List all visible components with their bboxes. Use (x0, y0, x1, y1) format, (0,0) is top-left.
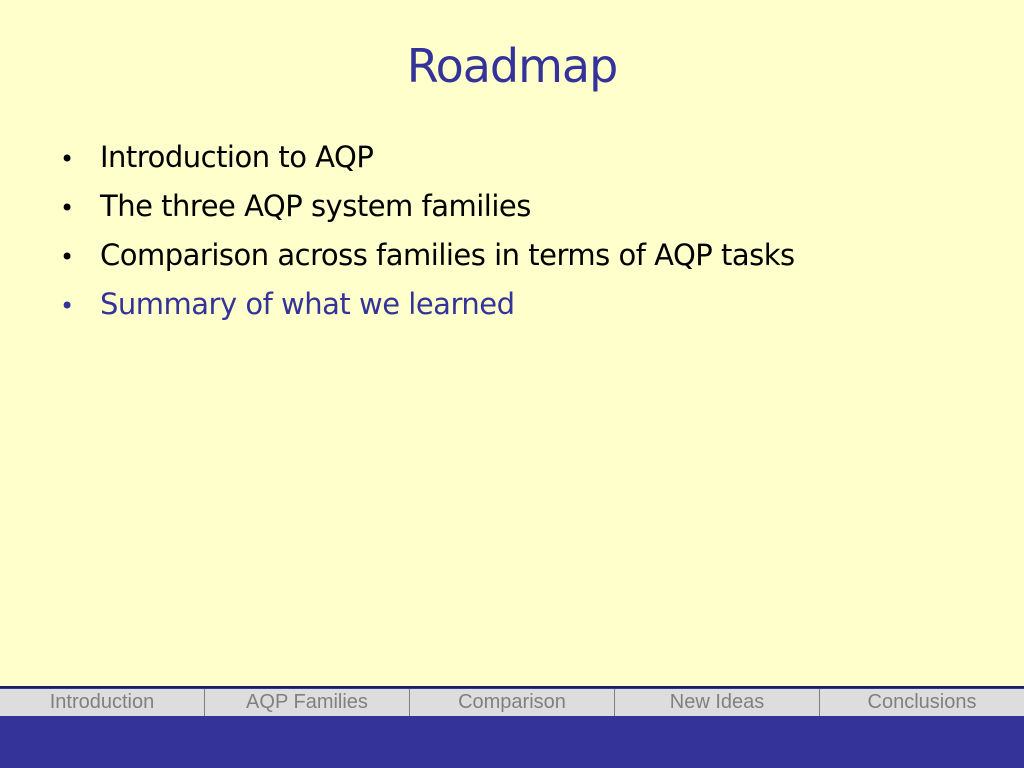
bullet-item-introduction (60, 140, 795, 189)
bullet-icon: • (60, 145, 74, 173)
bullet-text: The three AQP system families (100, 189, 531, 223)
nav-divider (0, 686, 1024, 688)
bullet-item-summary (60, 287, 795, 336)
bullet-text: Summary of what we learned (100, 287, 515, 321)
bullet-item-comparison (60, 238, 795, 287)
bullet-item-families (60, 189, 795, 238)
slide-title: Roadmap (406, 39, 618, 93)
navigation-bar (0, 686, 1024, 768)
nav-tab-aqp-families[interactable]: AQP Families (205, 689, 410, 716)
bullet-icon: • (60, 292, 74, 320)
bullet-icon: • (60, 194, 74, 222)
bullet-icon: • (60, 243, 74, 271)
bullet-text: Introduction to AQP (100, 140, 374, 174)
nav-tabs (0, 689, 1024, 716)
bullet-list (60, 140, 795, 336)
nav-tab-introduction[interactable]: Introduction (0, 689, 205, 716)
nav-tab-new-ideas[interactable]: New Ideas (615, 689, 820, 716)
nav-tab-conclusions[interactable]: Conclusions (867, 691, 977, 713)
nav-tab-comparison[interactable]: Comparison (410, 689, 615, 716)
bullet-text: Comparison across families in terms of AQP tasks (100, 238, 795, 272)
